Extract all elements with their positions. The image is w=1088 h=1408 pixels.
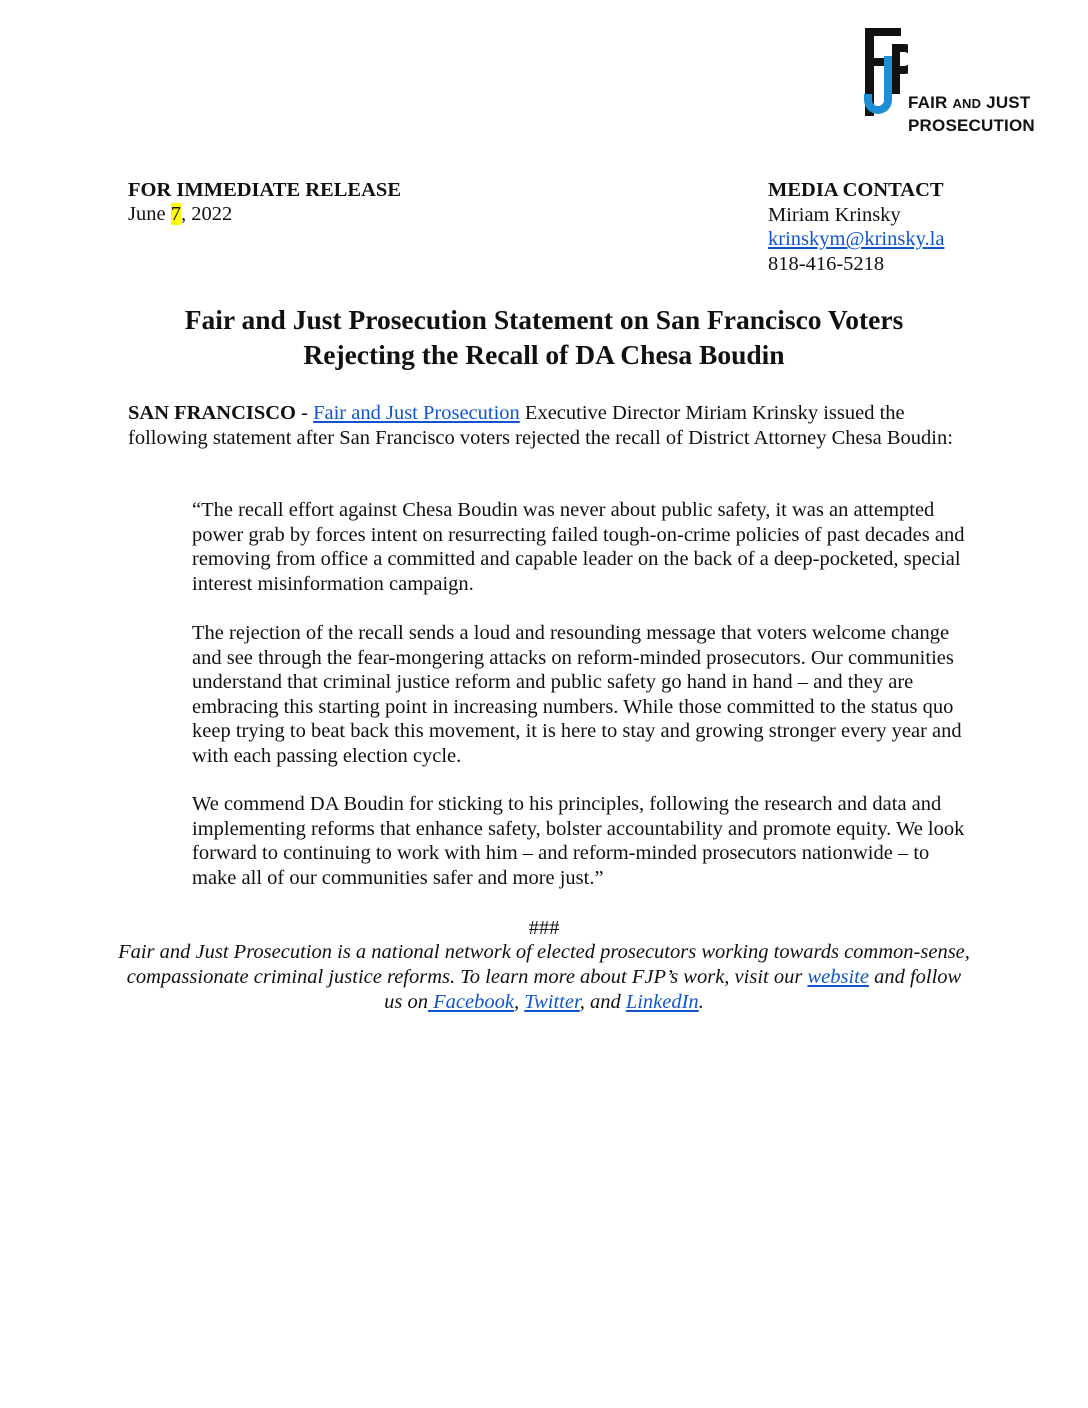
media-contact-block xyxy=(768,178,944,276)
dateline: SAN FRANCISCO xyxy=(128,402,297,424)
contact-name: Miriam Krinsky xyxy=(768,203,901,226)
title-line-2: Rejecting the Recall of DA Chesa Boudin xyxy=(303,339,785,370)
section-separator: ### xyxy=(528,917,560,939)
fjp-logo xyxy=(862,26,1052,138)
twitter-link[interactable]: Twitter xyxy=(524,991,580,1013)
fjp-logo-mark xyxy=(862,26,908,118)
release-block xyxy=(128,178,401,226)
logo-text-line1: FAIR AND JUST xyxy=(908,93,1031,112)
quote-paragraph-1: “The recall effort against Chesa Boudin was never about public safety, it was an attempted power grab by forces intent on resurrecting failed tough-on-crime policies of past decades and removing from office a committed and capable leader on the back of a deep-pocketed, special interest misinformation campaign. xyxy=(192,499,965,595)
website-link[interactable]: website xyxy=(807,966,869,988)
contact-phone: 818-416-5218 xyxy=(768,252,885,275)
press-release-title xyxy=(100,302,988,372)
highlighted-day: 7 xyxy=(170,203,181,225)
title-line-1: Fair and Just Prosecution Statement on San Francisco Voters xyxy=(184,304,904,335)
release-date: June 7, 2022 xyxy=(128,203,233,225)
quote-paragraph-3: We commend DA Boudin for sticking to his principles, following the research and data and implementing reforms that enhance safety, bolster accountability and promote equity. We look forward to continuing to work with him – and reform-minded prosecutors nationwide – to make all of our communities safer and more just.” xyxy=(192,793,965,889)
linkedin-link[interactable]: LinkedIn xyxy=(625,991,699,1013)
quote-paragraph-2: The rejection of the recall sends a loud and resounding message that voters welcome change and see through the fear-mongering attacks on reform-minded prosecutors. Our communities understand that criminal justice reform and public safety go hand in hand – and they are embracing this starting point in increasing numbers. While those committed to the status quo keep trying to beat back this movement, it is here to stay and growing stronger every year and with each passing election cycle. xyxy=(192,622,962,767)
facebook-link[interactable]: Facebook xyxy=(428,991,514,1013)
media-contact-label: MEDIA CONTACT xyxy=(768,179,944,201)
logo-text-line2: PROSECUTION xyxy=(908,116,1035,135)
contact-email-link[interactable]: krinskym@krinsky.la xyxy=(768,228,945,250)
org-link[interactable]: Fair and Just Prosecution xyxy=(313,402,520,424)
release-label: FOR IMMEDIATE RELEASE xyxy=(128,179,401,201)
boilerplate: Fair and Just Prosecution is a national network of elected prosecutors working towards common-sense, compassionate criminal justice reforms. To learn more about FJP’s work, visit our website and follow us on Facebook, Twitter, and LinkedIn. xyxy=(118,941,970,1013)
intro-paragraph: SAN FRANCISCO - Fair and Just Prosecution Executive Director Miriam Krinsky issued the following statement after San Francisco voters rejected the recall of District Attorney Chesa Boudin: xyxy=(128,402,953,449)
